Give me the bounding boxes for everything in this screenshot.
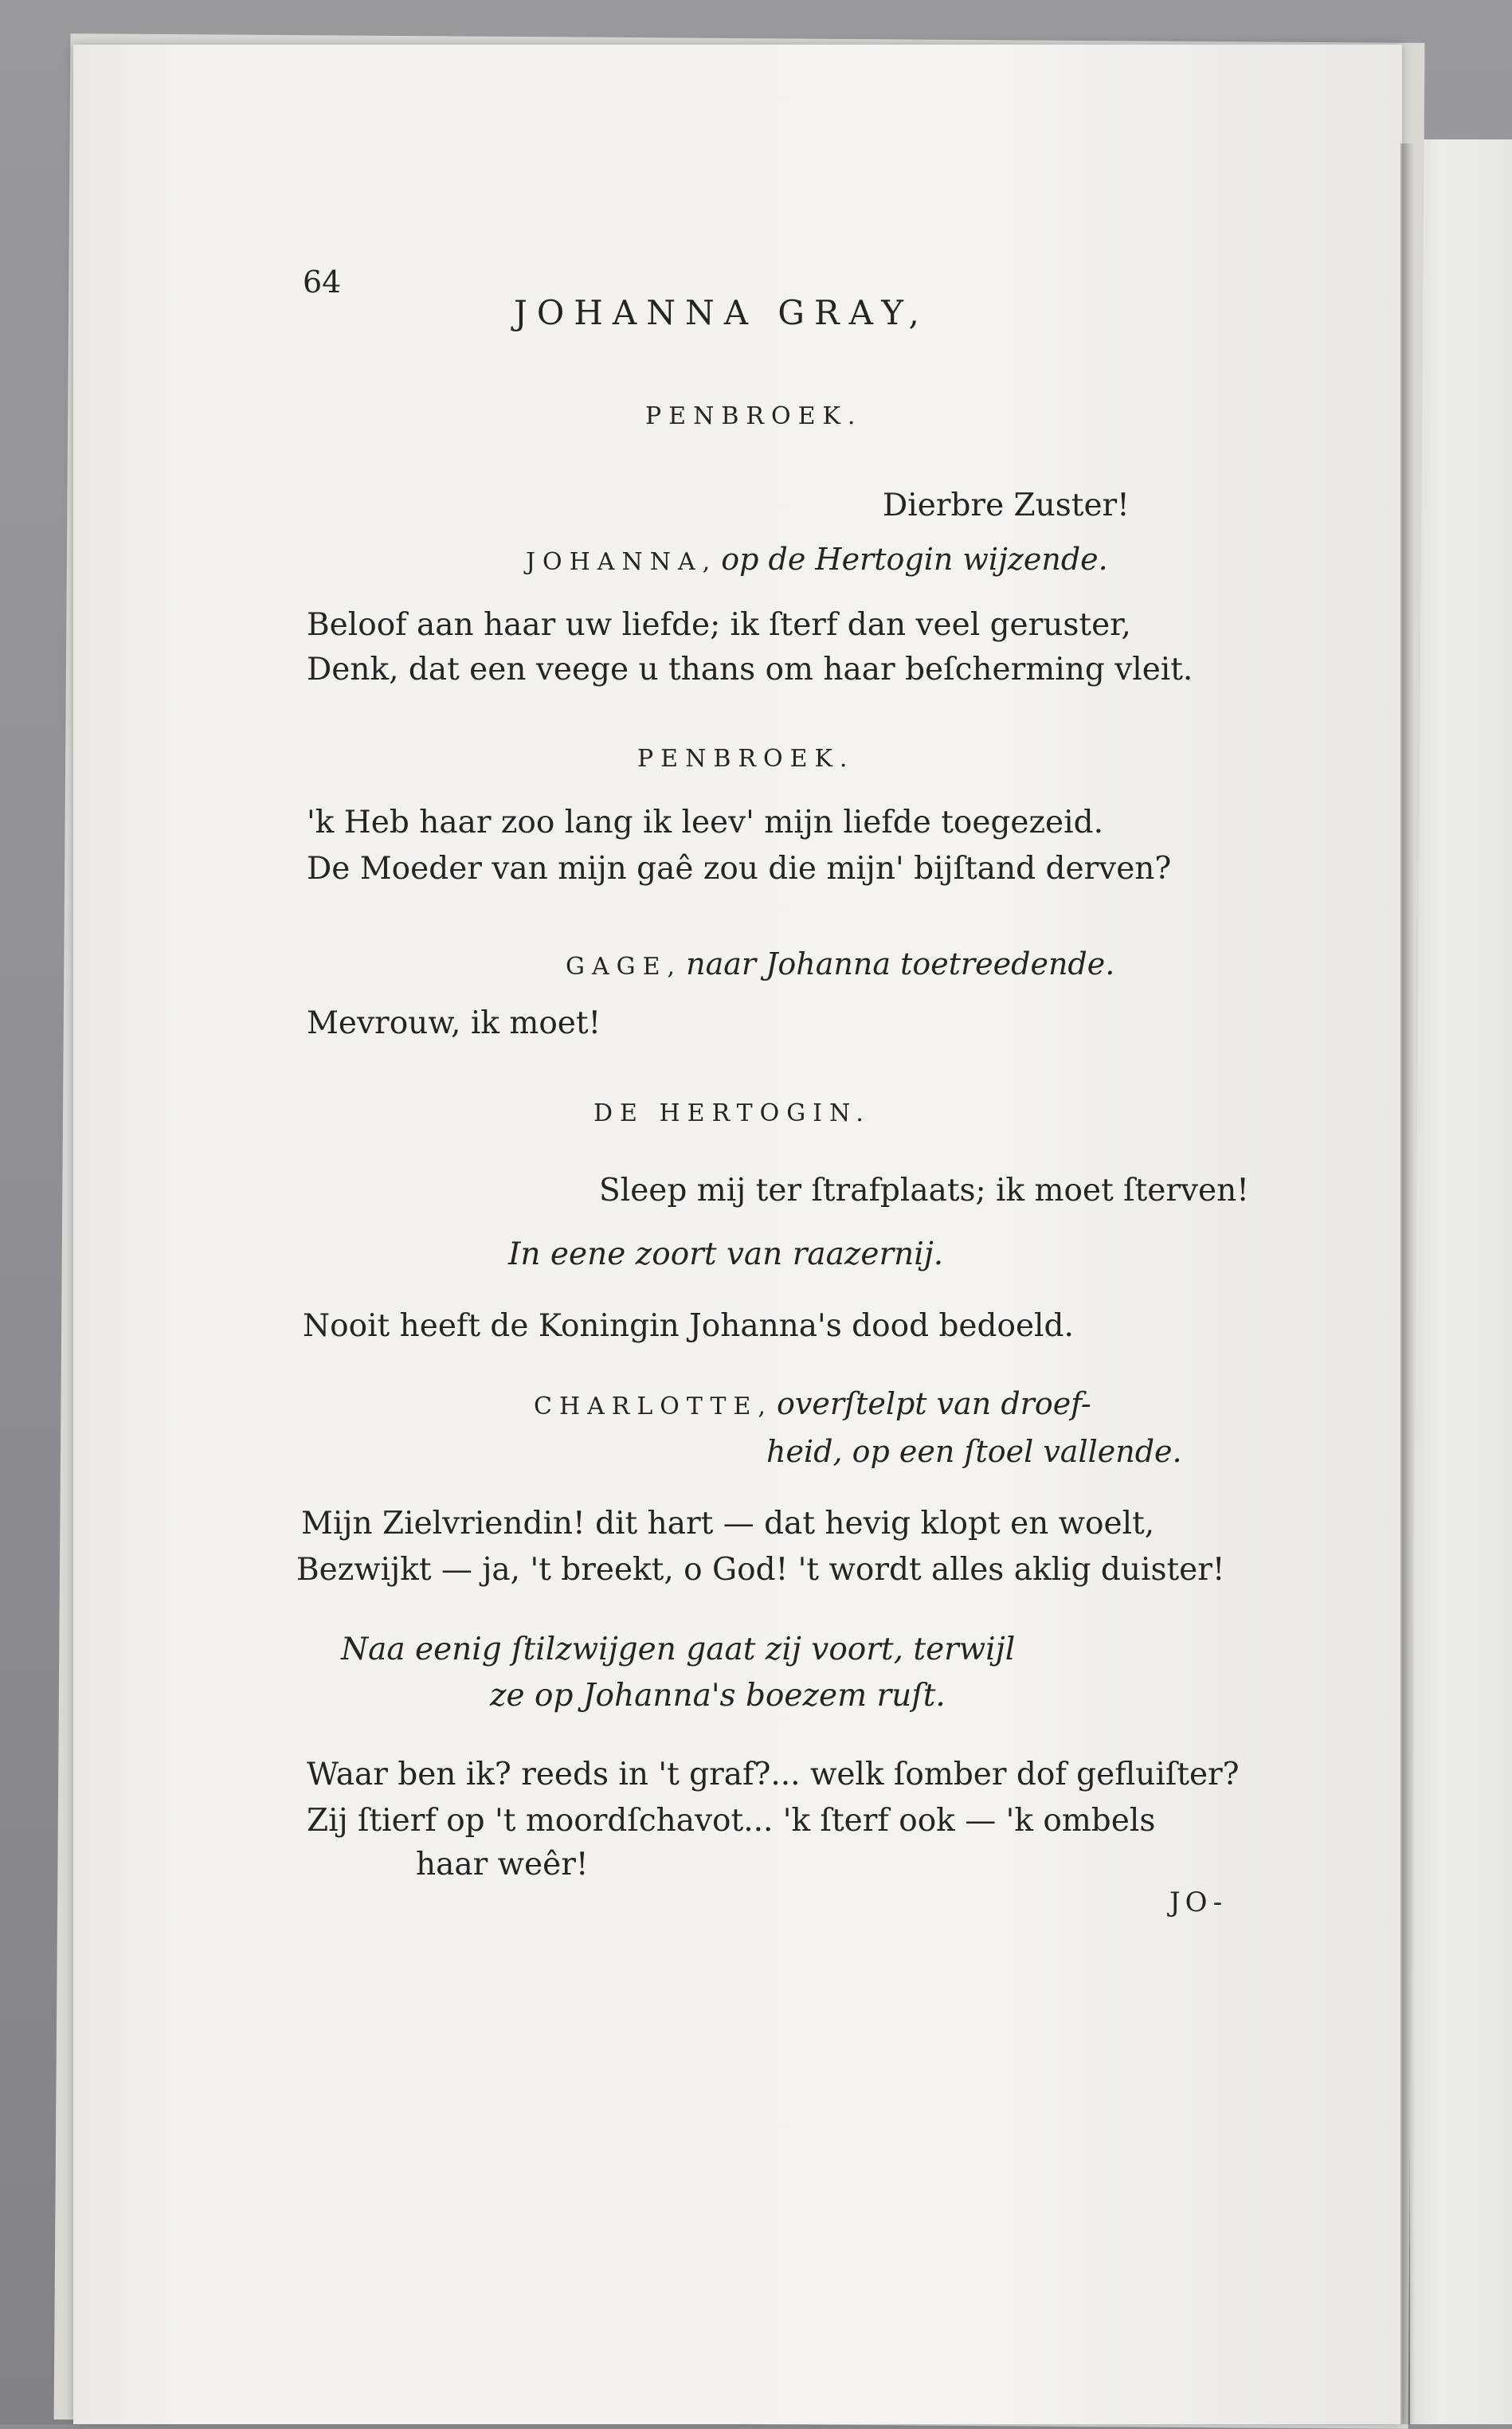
- speaker-charlotte: CHARLOTTE,: [534, 1393, 773, 1420]
- speaker-penbroek: PENBROEK.: [645, 402, 863, 430]
- speaker-penbroek: PENBROEK.: [637, 745, 855, 773]
- gutter-shadow: [1400, 143, 1415, 2424]
- speaker-line-charlotte: [534, 1386, 1091, 1421]
- running-title: JOHANNA GRAY,: [514, 293, 929, 332]
- verse-line: De Moeder van mijn gaê zou die mijn' bijſtand derven?: [307, 851, 1172, 887]
- verse-line: Sleep mij ter ſtrafplaats; ik moet ſterven!: [599, 1173, 1249, 1209]
- facing-page-edge: [1410, 139, 1512, 2424]
- verse-line: Nooit heeft de Koningin Johanna's dood bedoeld.: [303, 1308, 1074, 1344]
- stage-direction: op de Hertogin wijzende.: [721, 542, 1108, 577]
- catchword: JO-: [1169, 1886, 1228, 1918]
- stage-direction: In eene zoort van raazernij.: [508, 1236, 944, 1272]
- verse-line: Beloof aan haar uw liefde; ik ſterf dan veel geruster,: [307, 607, 1131, 643]
- verse-line: Zij ſtierf op 't moordſchavot... 'k ſterf ook — 'k ombels: [307, 1803, 1156, 1839]
- verse-line: Waar ben ik? reeds in 't graf?... welk ſomber dof gefluiſter?: [307, 1757, 1240, 1792]
- verse-line: Mevrouw, ik moet!: [307, 1005, 601, 1041]
- verse-line: Mijn Zielvriendin! dit hart — dat hevig klopt en woelt,: [301, 1506, 1155, 1542]
- speaker-line-johanna: [526, 542, 1108, 577]
- speaker-gage: GAGE,: [566, 953, 683, 981]
- speaker-johanna: JOHANNA,: [526, 548, 718, 576]
- verse-line: Bezwijkt — ja, 't breekt, o God! 't wordt alles aklig duister!: [296, 1552, 1225, 1588]
- speaker-line-gage: [566, 946, 1114, 981]
- verse-line: haar weêr!: [416, 1847, 589, 1882]
- page-number: 64: [303, 264, 342, 300]
- stage-direction: overſtelpt van droef-: [777, 1386, 1091, 1421]
- speaker-de-hertogin: DE HERTOGIN.: [593, 1099, 871, 1127]
- stage-direction: heid, op een ſtoel vallende.: [766, 1434, 1182, 1469]
- stage-direction: naar Johanna toetreedende.: [686, 946, 1115, 981]
- verse-line: Denk, dat een veege u thans om haar beſcherming vleit.: [307, 652, 1193, 688]
- verse-line: Dierbre Zuster!: [883, 488, 1130, 523]
- stage-direction: ze op Johanna's boezem ruſt.: [490, 1678, 946, 1714]
- verse-line: 'k Heb haar zoo lang ik leev' mijn liefde toegezeid.: [307, 805, 1103, 840]
- stage-direction: Naa eenig ſtilzwijgen gaat zij voort, terwijl: [341, 1632, 1016, 1667]
